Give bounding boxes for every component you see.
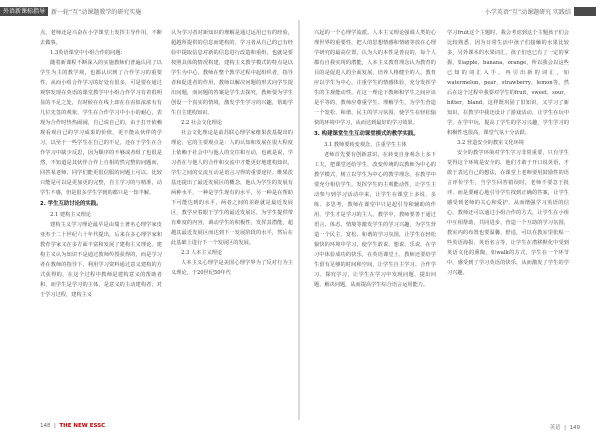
header-left-title: 新一轮“互”动课题教学的研究实施 bbox=[51, 9, 142, 16]
footer-right: 英语 | 149 bbox=[549, 425, 580, 431]
paragraph: 3.2 营造安全的教室文化环境 bbox=[457, 140, 524, 146]
paragraph: 老师首先要有创新意识，在转变自身观念上多下工夫，把课堂还给学生，改变传统的以教师为中心的教学模式，树立以学生为中心的教学理念，在教学中要充分相信学生，发挥学生的主观能动性，让学生主动参与到学习活动中来，让学生在课堂上多说、多练、多思考，教师在课堂中只是起引导和辅助的作用，学生才是学习的主人。教学中，教师要善于通过语言、体态、情境等激发学生的学习兴趣，为学生营造一个民主、宽松、和谐的学习氛围，让学生在轻松愉快的环境中学习，使学生敢说、想说、乐说，在学习中体验成功的快乐，在英语课堂上，教师还要给学生留有足够的时间和空间，让学生自主学习、合作学习、探究学习，让学生在学习中发现问题、提出问题、解决问题，从而提高学生综合语言运用能力。 bbox=[314, 152, 436, 288]
paragraph: 3.1 教师要转变观念，注重学生主体 bbox=[324, 142, 407, 148]
page-number-right: 149 bbox=[569, 425, 580, 431]
column-3 bbox=[314, 28, 436, 290]
page-gutter bbox=[298, 20, 300, 420]
paragraph: 2.1 建构主义理论 bbox=[50, 212, 92, 218]
paragraph: 点，老师还是兴奋在小学课堂上发挥主导作用，不断去做事。 bbox=[40, 30, 162, 46]
header-right bbox=[485, 7, 596, 16]
column-1 bbox=[40, 28, 162, 300]
column-2 bbox=[171, 28, 293, 278]
paragraph: 社会文化理论是前苏联心理学家维果茨基提出的理论，它的主要观点是：人的认知和发展在很大程度上依赖于社会中与他人的交往和互动，也就是说，学习者在与他人的合作和交流中才能更好地建构知识，学生之间的交流互动是语言习得的重要途径。维果茨基还提出了最近发展区的概念，他认为学生的发展有两种水平，一种是学生现有的水平，另一种是在帮助下可能达到的水平，两者之间的差距就是最近发展区，教学应着眼于学生的最近发展区，为学生提供带有难度的内容，调动学生的积极性，发挥其潜能，超越其最近发展区而达到下一发展阶段的水平，然后在此基础上进行下一个发展区的发展。 bbox=[171, 130, 293, 246]
paragraph: 随着新课程不断深入的实施教师们普遍认同了以学生为主的教学观，也都认识到了合作学习的重要性，从而小组合作学习的好处有很多，可是要在通过观察发现在英语的课堂教学中小组合作学习有着很明显的不足之处，有时候在在线上却在在看似浓浓有有几位先签的观象，学生在合作学习中小小的耐心，表现为合作时热热闹闹，自己说自己的，由于打开依赖观看观自己的学习成果的价值，更不能从伙伴的学习，以至于一些学生在自己的不足，还在于学生在合作学习中缺少反思，因为顺序的不够或者组了也很是然，不知道是其伙伴合作上自相的然完整的问题而，回答某老师，同学们能更很信服的问题上可以，比较只能是可以是更加更的完整，自主学习的与精准，动学生不感，但是很多学生学到的都只是一知半解。 bbox=[40, 60, 162, 196]
page-number-left: 148 bbox=[40, 423, 51, 429]
header-right-title: 小学英语“互”动课题研究 实践结 bbox=[484, 9, 571, 16]
paragraph: 认为学习者对新知识的理解是通过运用已有的经验，超越所提供的信息而建构的，学习者从自己的已有经验中提取信息对新的信息进行改造和重组，也就是要按照具体的情况构建，建构主义教学模式的特点是以学生为中心，教师在整个教学过程中起组织者，指导者和促进者的作用，教师以解决问题的形式向学生提出问题，而问题的答案是学生去探究，教师要为学生创设一个真实的情境，激发学生学习的兴趣，帮助学生自主建构知识。 bbox=[171, 30, 293, 116]
paragraph: 安全的教学环境对学生学习非常重要，只有学生觉得这个环境是安全的，他们才敢于开口说英语，才敢于表达自己的想法，在课堂上老师要用鼓励性的语言评价学生，当学生回答错误时，老师不要急于批评，而是要耐心地引导学生找到正确的答案，让学生感受到老师的关心和爱护，从而增强学习英语的信心。教师还可以通过小组合作的方式，让学生在小组中互相帮助，共同进步，营造一个互助的学习氛围，教室内的布置也要温馨、舒适，可以在教室里张贴一些英语海报、英语名言等，让学生在潜移默化中受到英语文化的熏陶，如walk的方式，学生在一个环节中，感受到了学习英语的快乐，从而激发了学生的学习兴趣。 bbox=[447, 150, 569, 276]
page-header bbox=[0, 0, 600, 22]
paragraph: 人本主义心理学是美国心理学界为了反对行为主义理论，于20世纪50年代 bbox=[171, 260, 293, 276]
footer-left: 148 | THE NEW ESSC bbox=[40, 423, 106, 429]
paragraph: 2.3 人本主义理论 bbox=[181, 250, 223, 256]
section-heading: 3. 构建课堂生生互动课堂模式的教学实践。 bbox=[314, 131, 419, 137]
magazine-name: THE NEW ESSC bbox=[59, 423, 106, 429]
section-tag: 外语新课标指导 bbox=[0, 7, 48, 16]
header-left bbox=[0, 7, 141, 16]
footer-right-label: 英语 bbox=[549, 425, 561, 431]
column-4 bbox=[447, 28, 569, 278]
section-heading: 2. 学生互助讨论的实践。 bbox=[40, 201, 102, 207]
paragraph: 1.3英语课堂中小组合作的问题： bbox=[50, 50, 126, 56]
header-right-block bbox=[574, 7, 596, 16]
paragraph: 2.2 社会文化理论 bbox=[181, 120, 223, 126]
paragraph: 建构主义学习理论最早是由瑞士著名心理学家皮亚杰于二十世纪六十年代提出，后来在多心理学家和教育学家又在多方面丰富和发展了建构主义理论。建构主义认为知识不是通过教师传授获得的，而是学习者在教师的指导下，利用学习资料通过意义建构的方式获得的。在这个过程中教师是建构意义的帮助者和，而学生是学习的主体，是意义的主动建构者，对于学习过程，建构主义 bbox=[40, 222, 162, 298]
paragraph: 学习fruit这个主题时，我会考虑到这个主题孩子们会比较熟悉，因为日常生活中孩子们接触的水果比较多，另外课本的水果词汇，孩子们也已有了一定的掌握，如apple，banana，orange，所以我会以这些已知的词汇入手，再引出新的词汇，如watermelon，pear，strawberry，lemon等。然后在这个过程中我要对学生的fruit，sweet，sour，bitter，bland，这样既巩固了旧知识，又学习了新知识，在教学中我还设计了游戏活动，让学生在玩中学，在学中玩，提高了学生的学习兴趣，学生学习的积极性也很高，课堂气氛十分活跃。 bbox=[447, 30, 569, 136]
paragraph: 兴起的一个心理学流派。人本主义理论强调人类的心理世界的重要性，把人的思想情感和情绪等放在心理学研究的最高位置，认为人的本性是善良的，每个人都有自我实现的潜能，人本主义教育理念认为教育的目的是促进人的全面发展，培养人格健全的人，教育应以学生为中心，注重学生的情感体验，充分发挥学生的主观能动性，在这一理论下教师和学生之间应该是平等的，教师应尊重学生、理解学生，为学生营造一个宽松、和谐、民主的学习氛围，使学生在轻松愉快的环境中学习，从而达到最好的学习效果。 bbox=[314, 30, 436, 126]
